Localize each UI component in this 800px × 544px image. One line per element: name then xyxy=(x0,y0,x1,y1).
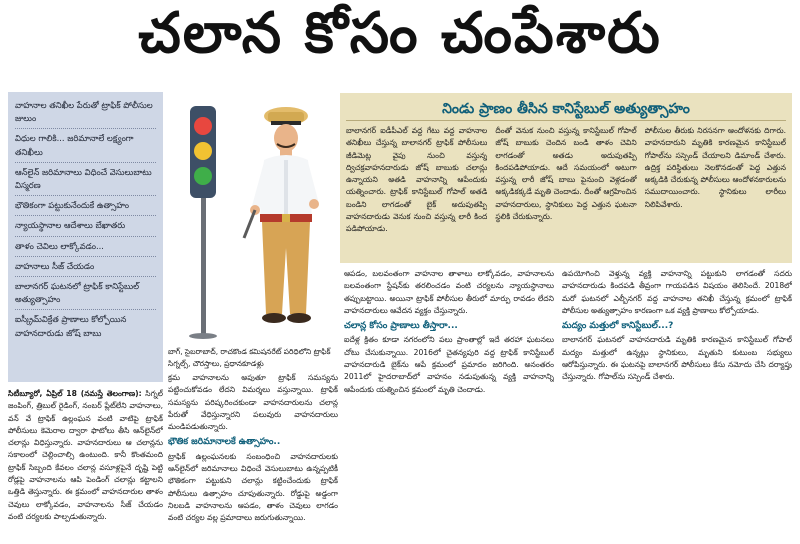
policeman-icon xyxy=(244,107,319,323)
dateline: సిటీబ్యూరో, ఏప్రిల్ 18 (నమస్తే తెలంగాణ): xyxy=(8,389,142,398)
feature-column: దీంతో వెనుక నుంచి వస్తున్న కానిస్టేబుల్ గోపాల్ జోష్ బాబుకు చెందిన బండి తాళం చెవిని లాగడంతో అతడు అదుపుతప్పి కిందపడిపోయాడు. ఆదే సమయంలో అటుగా వస్తున్న లారీ జోష్ బాబు పైనుంచి వెళ్లడంతో అక్కడికక్కడే మృతి చెందాడు. దీంతో ఆగ్రహించిన వాహనదారులు, స్థానికులు పెద్ద ఎత్తున ఘటనా స్థలికి చేరుకున్నారు. xyxy=(495,126,637,222)
feature-box xyxy=(340,93,792,263)
highlight-item: తాళం చెవిలు లాక్కోవడం... xyxy=(15,239,156,257)
article-text: క్రమ వాహనాలను అపుతూ ట్రాఫిక్ సమస్యను పట్టించుకోవడం లేదని విమర్శలు వస్తున్నాయి. ట్రాఫిక్ సమస్యను పరిష్కరించకుండా వాహనదారులను చలాన్ల పేరుతో వేధిస్తున్నారని పలువురు వాహనదారులు మండిపడుతున్నారు. xyxy=(168,373,338,432)
feature-columns xyxy=(346,125,786,257)
highlight-item: న్యాయస్థానాల ఆదేశాలు బేఖాతరు xyxy=(15,218,156,236)
highlight-item: వాహనాల తనిఖీల పేరుతో ట్రాఫిక్ పోలీసుల జులుం xyxy=(15,98,156,129)
article-column xyxy=(8,388,163,540)
article-column xyxy=(344,268,554,540)
article-text: ఉపయోగించి వెళ్తున్న వ్యక్తి వాహనాన్ని పట్టుకుని లాగడంతో సదరు వాహనదారుడు కిందపడి తీవ్రంగా గాయపడిన విషయం తెలిసిందే. 2018లో మరో ఘటనలో ఎల్బీనగర్ వద్ద వాహనాల తనిఖీ చేస్తున్న క్రమంలో ట్రాఫిక్ పోలీసుల అత్యుత్సాహం కారణంగా ఒక వ్యక్తి ప్రాణాలు కోల్పోయాడు. xyxy=(562,269,792,315)
image-caption: బాగ్, సైబరాబాద్, రాచకొండ కమిషనరేట్ పరిధిలోని ట్రాఫిక్ సిగ్నల్స్, చౌరస్తాలు, ప్రధానకూడళ్లు xyxy=(168,347,331,368)
article-column xyxy=(562,268,792,540)
highlight-item: వాహనాలు సీజ్ చేయడం xyxy=(15,259,156,277)
feature-column: పోలీసుల తీరుకు నిరసనగా ఆందోళనకు దిగారు. వాహనదారుని మృతికి కారణమైన కానిస్టేబుల్ గోపాల్‌ను సస్పెండ్ చేయాలని డిమాండ్ చేశారు. ఉద్రిక్త పరిస్థితులు నెలకొనడంతో పెద్ద ఎత్తున అక్కడికి చేరుకున్న పోలీసులు ఆందోళనకారులను సముదాయించారు. స్థానికులు లారీలు నిలిపివేశారు. xyxy=(644,126,786,209)
feature-column: బాలానగర్ ఐడీపీఎల్ వద్ద గేటు వద్ద వాహనాల తనిఖీలు చేస్తున్న బాలానగర్ ట్రాఫిక్ పోలీసులు జీడిమెట్ల వైపు నుంచి వస్తున్న ద్విచక్రవాహనదారుడు జోష్ బాబుకు చలాన్లు ఉన్నాయని అతడి వాహనాన్ని ఆపేందుకు యత్నించారు. ట్రాఫిక్ కానిస్టేబుల్ గోపాల్ అతడి బండిని లాగడంతో బైక్ అదుపుతప్పి వాహనదారుడు వెనుక నుంచి వస్తున్న లారీ కింద పడిపోయాడు. xyxy=(346,126,488,234)
article-text: ఐదేళ్ల క్రితం కూడా నగరంలోని పలు ప్రాంతాల్లో ఇదే తరహా ఘటనలు చోటు చేసుకున్నాయి. 2016లో చైతన్యపురి వద్ద ట్రాఫిక్ కానిస్టేబుల్ వాహనదారుడి బైక్‌ను ఆపే క్రమంలో ప్రమాదం జరిగింది. అనంతరం 2011లో హైదరాబాద్‌లో వాహనం నడుపుతున్న వ్యక్తి వాహనాన్ని ఆపేందుకు యత్నించిన క్రమంలో మృతి చెందాడు. xyxy=(344,335,554,394)
article-text: సిగ్నల్ జంపింగ్, త్రిబుల్ రైడింగ్, నంబర్ ప్లేట్‌లేని వాహనాలు, వన్ వే ట్రాఫిక్ ఉల్లంఘన వంటి వాటిపై ట్రాఫిక్ పోలీసులు కెమెరాల ద్వారా ఫొటోలు తీసి ఆన్‌లైన్‌లో చలాన్లు విధిస్తున్నారు. వాహనదారులు ఆ చలాన్లను సకాలంలో చెల్లించాల్సి ఉంటుంది. కానీ కొంతమంది ట్రాఫిక్ సిబ్బంది కేవలం చలాన్ల వసూళ్లపైనే దృష్టి పెట్టి రోడ్లపై వాహనాలను ఆపి పెండింగ్ చలాన్లు కట్టాలని ఒత్తిడి తెస్తున్నారు. ఈ క్రమంలో వాహనదారుల తాళం చెవులు లాక్కోవడం, వాహనాలను సీజ్ చేయడం వంటి చర్యలకు పాల్పడుతున్నారు. xyxy=(8,389,163,521)
article-column xyxy=(168,372,338,540)
article-text: ట్రాఫిక్ ఉల్లంఘనలకు సంబంధించి వాహనదారులకు ఆన్‌లైన్‌లో జరిమానాలు విధించే వెసులుబాటు ఉన్నప్పటికీ భౌతికంగా పట్టుకుని చలాన్లు కట్టించేందుకు ట్రాఫిక్ పోలీసులు ఉత్సాహం చూపుతున్నారు. రోడ్డుపై అడ్డంగా నిలబడి వాహనాలను ఆపడం, తాళం చెవులు లాగడం వంటి చర్యల వల్ల ప్రమాదాలు జరుగుతున్నాయి. xyxy=(168,451,338,523)
traffic-police-svg xyxy=(168,88,338,346)
highlight-item: బాలానగర్ ఘటనలో ట్రాఫిక్ కానిస్టేబుల్ అత్యుత్సాహం xyxy=(15,279,156,310)
highlight-item: భౌతికంగా పట్టుకునేందుకే ఉత్సాహం xyxy=(15,198,156,216)
highlight-item: ఐస్క్రీమ్‌విక్రేత ప్రాణాలు కోల్పోయిన వాహనదారుడు జోష్ బాబు xyxy=(15,314,127,338)
highlights-panel xyxy=(8,92,163,382)
section-subhead: మద్యం మత్తులో కానిస్టేబుల్...? xyxy=(562,321,674,332)
section-subhead: చలాన్ల కోసం ప్రాణాలు తీస్తారా... xyxy=(344,321,458,332)
article-text: బాలానగర్ ఘటనలో వాహనదారుడి మృతికి కారణమైన కానిస్టేబుల్ గోపాల్ మద్యం మత్తులో ఉన్నట్లు స్థానికులు, మృతుని కుటుంబ సభ్యులు ఆరోపిస్తున్నారు. ఈ ఘటనపై బాలానగర్ పోలీసులు కేసు నమోదు చేసి దర్యాప్తు చేస్తున్నారు. గోపాల్‌ను సస్పెండ్ చేశారు. xyxy=(562,335,792,382)
highlight-item: ఆన్‌లైన్ జరిమానాలు విధించే వెసులుబాటు విస్మరణ xyxy=(15,165,156,196)
feature-title: నిండు ప్రాణం తీసిన కానిస్టేబుల్ అత్యుత్సాహం xyxy=(346,97,786,121)
highlight-item: విధుల గాలికి... జరిమానాలే లక్ష్యంగా తనిఖీలు xyxy=(15,131,156,162)
traffic-light-icon xyxy=(189,106,217,339)
traffic-police-illustration xyxy=(168,88,338,346)
headline: చలాన కోసం చంపేశారు xyxy=(138,0,662,66)
section-subhead: భౌతిక జరిమానాలకే ఉత్సాహం.. xyxy=(168,437,281,448)
article-text: ఆపడం, బలవంతంగా వాహనాల తాళాలు లాక్కోవడం, వాహనాలను బలవంతంగా స్టేషన్‌కు తరలించడం వంటి చర్యలను న్యాయస్థానాలు తప్పుబట్టాయి. అయినా ట్రాఫిక్ పోలీసుల తీరులో మార్పు రావడం లేదని వాహనదారులు ఆవేదన వ్యక్తం చేస్తున్నారు. xyxy=(344,269,554,315)
